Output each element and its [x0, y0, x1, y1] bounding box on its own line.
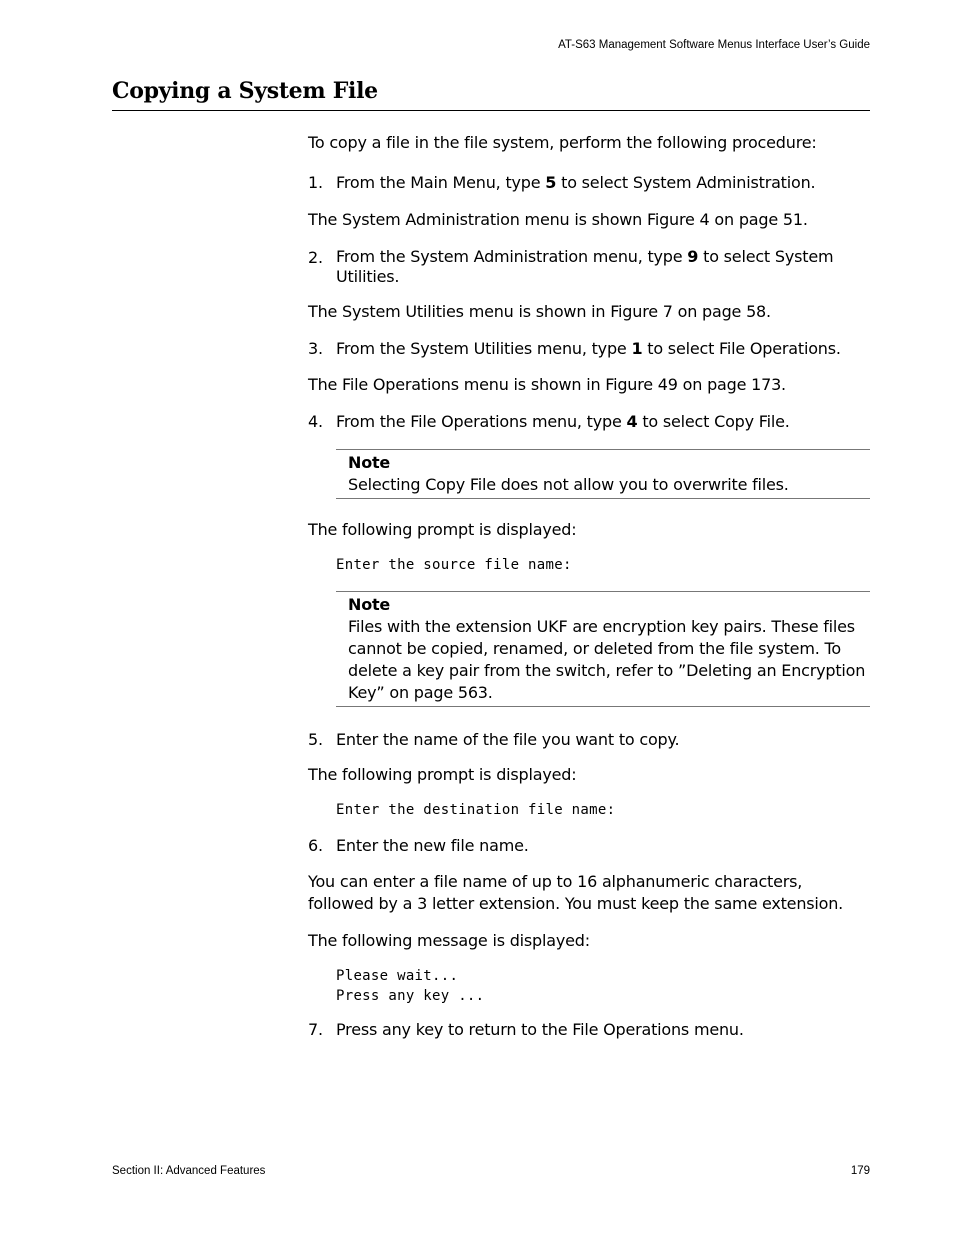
- note-body: Selecting Copy File does not allow you to overwrite files.: [348, 475, 789, 494]
- step-text: From the System Administration menu, type 9 to select System Utilities.: [336, 247, 834, 286]
- step-text: Enter the name of the file you want to copy.: [336, 730, 680, 749]
- step-7: [308, 1019, 870, 1041]
- note-box: [336, 449, 870, 499]
- menu-key: 5: [545, 173, 557, 192]
- step-1: [308, 172, 870, 194]
- running-header: AT-S63 Management Software Menus Interface User’s Guide: [558, 39, 870, 51]
- step-4: [308, 411, 870, 433]
- message-intro: The following message is displayed:: [308, 931, 590, 950]
- step-number: 3.: [308, 339, 323, 358]
- prompt-intro: The following prompt is displayed:: [308, 520, 577, 539]
- step-text: Enter the new file name.: [336, 836, 529, 855]
- note-title: Note: [348, 595, 391, 614]
- note-box: [336, 591, 870, 707]
- step-text: From the System Utilities menu, type 1 to select File Operations.: [336, 339, 841, 358]
- step-text: From the Main Menu, type 5 to select System Administration.: [336, 173, 816, 192]
- step-5: [308, 729, 870, 751]
- step-number: 4.: [308, 412, 323, 431]
- step-6: [308, 835, 870, 857]
- step-text: From the File Operations menu, type 4 to select Copy File.: [336, 412, 790, 431]
- step-3: [308, 338, 870, 360]
- footer-section: Section II: Advanced Features: [112, 1165, 266, 1177]
- note-body: Files with the extension UKF are encryption key pairs. These files cannot be copied, renamed, or deleted from the file system. To delete a key pair from the switch, refer to ”Deleting an Encryption Key” on page 563.: [348, 617, 866, 702]
- section-title: Copying a System File: [112, 78, 378, 104]
- title-rule: [112, 110, 870, 111]
- message-line: Please wait...: [336, 968, 459, 984]
- step-number: 7.: [308, 1020, 323, 1039]
- step-result: The System Administration menu is shown Figure 4 on page 51.: [308, 210, 808, 229]
- filename-info: You can enter a file name of up to 16 alphanumeric characters, followed by a 3 letter extension. You must keep the same extension.: [308, 872, 844, 913]
- step-2: [308, 247, 870, 287]
- menu-key: 9: [687, 247, 699, 266]
- step-text: Press any key to return to the File Operations menu.: [336, 1020, 744, 1039]
- step-result: The File Operations menu is shown in Figure 49 on page 173.: [308, 375, 786, 394]
- step-result: The System Utilities menu is shown in Figure 7 on page 58.: [308, 302, 771, 321]
- prompt-text: Enter the source file name:: [336, 557, 572, 573]
- intro-text: To copy a file in the file system, perform the following procedure:: [308, 133, 817, 152]
- step-number: 5.: [308, 730, 323, 749]
- procedure-content: [308, 132, 870, 1041]
- note-title: Note: [348, 453, 391, 472]
- prompt-text: Enter the destination file name:: [336, 802, 616, 818]
- prompt-intro: The following prompt is displayed:: [308, 765, 577, 784]
- step-number: 6.: [308, 836, 323, 855]
- step-number: 1.: [308, 173, 323, 192]
- menu-key: 1: [631, 339, 643, 358]
- step-number: 2.: [308, 248, 323, 267]
- menu-key: 4: [626, 412, 638, 431]
- page-number: 179: [850, 1165, 870, 1177]
- message-line: Press any key ...: [336, 988, 485, 1004]
